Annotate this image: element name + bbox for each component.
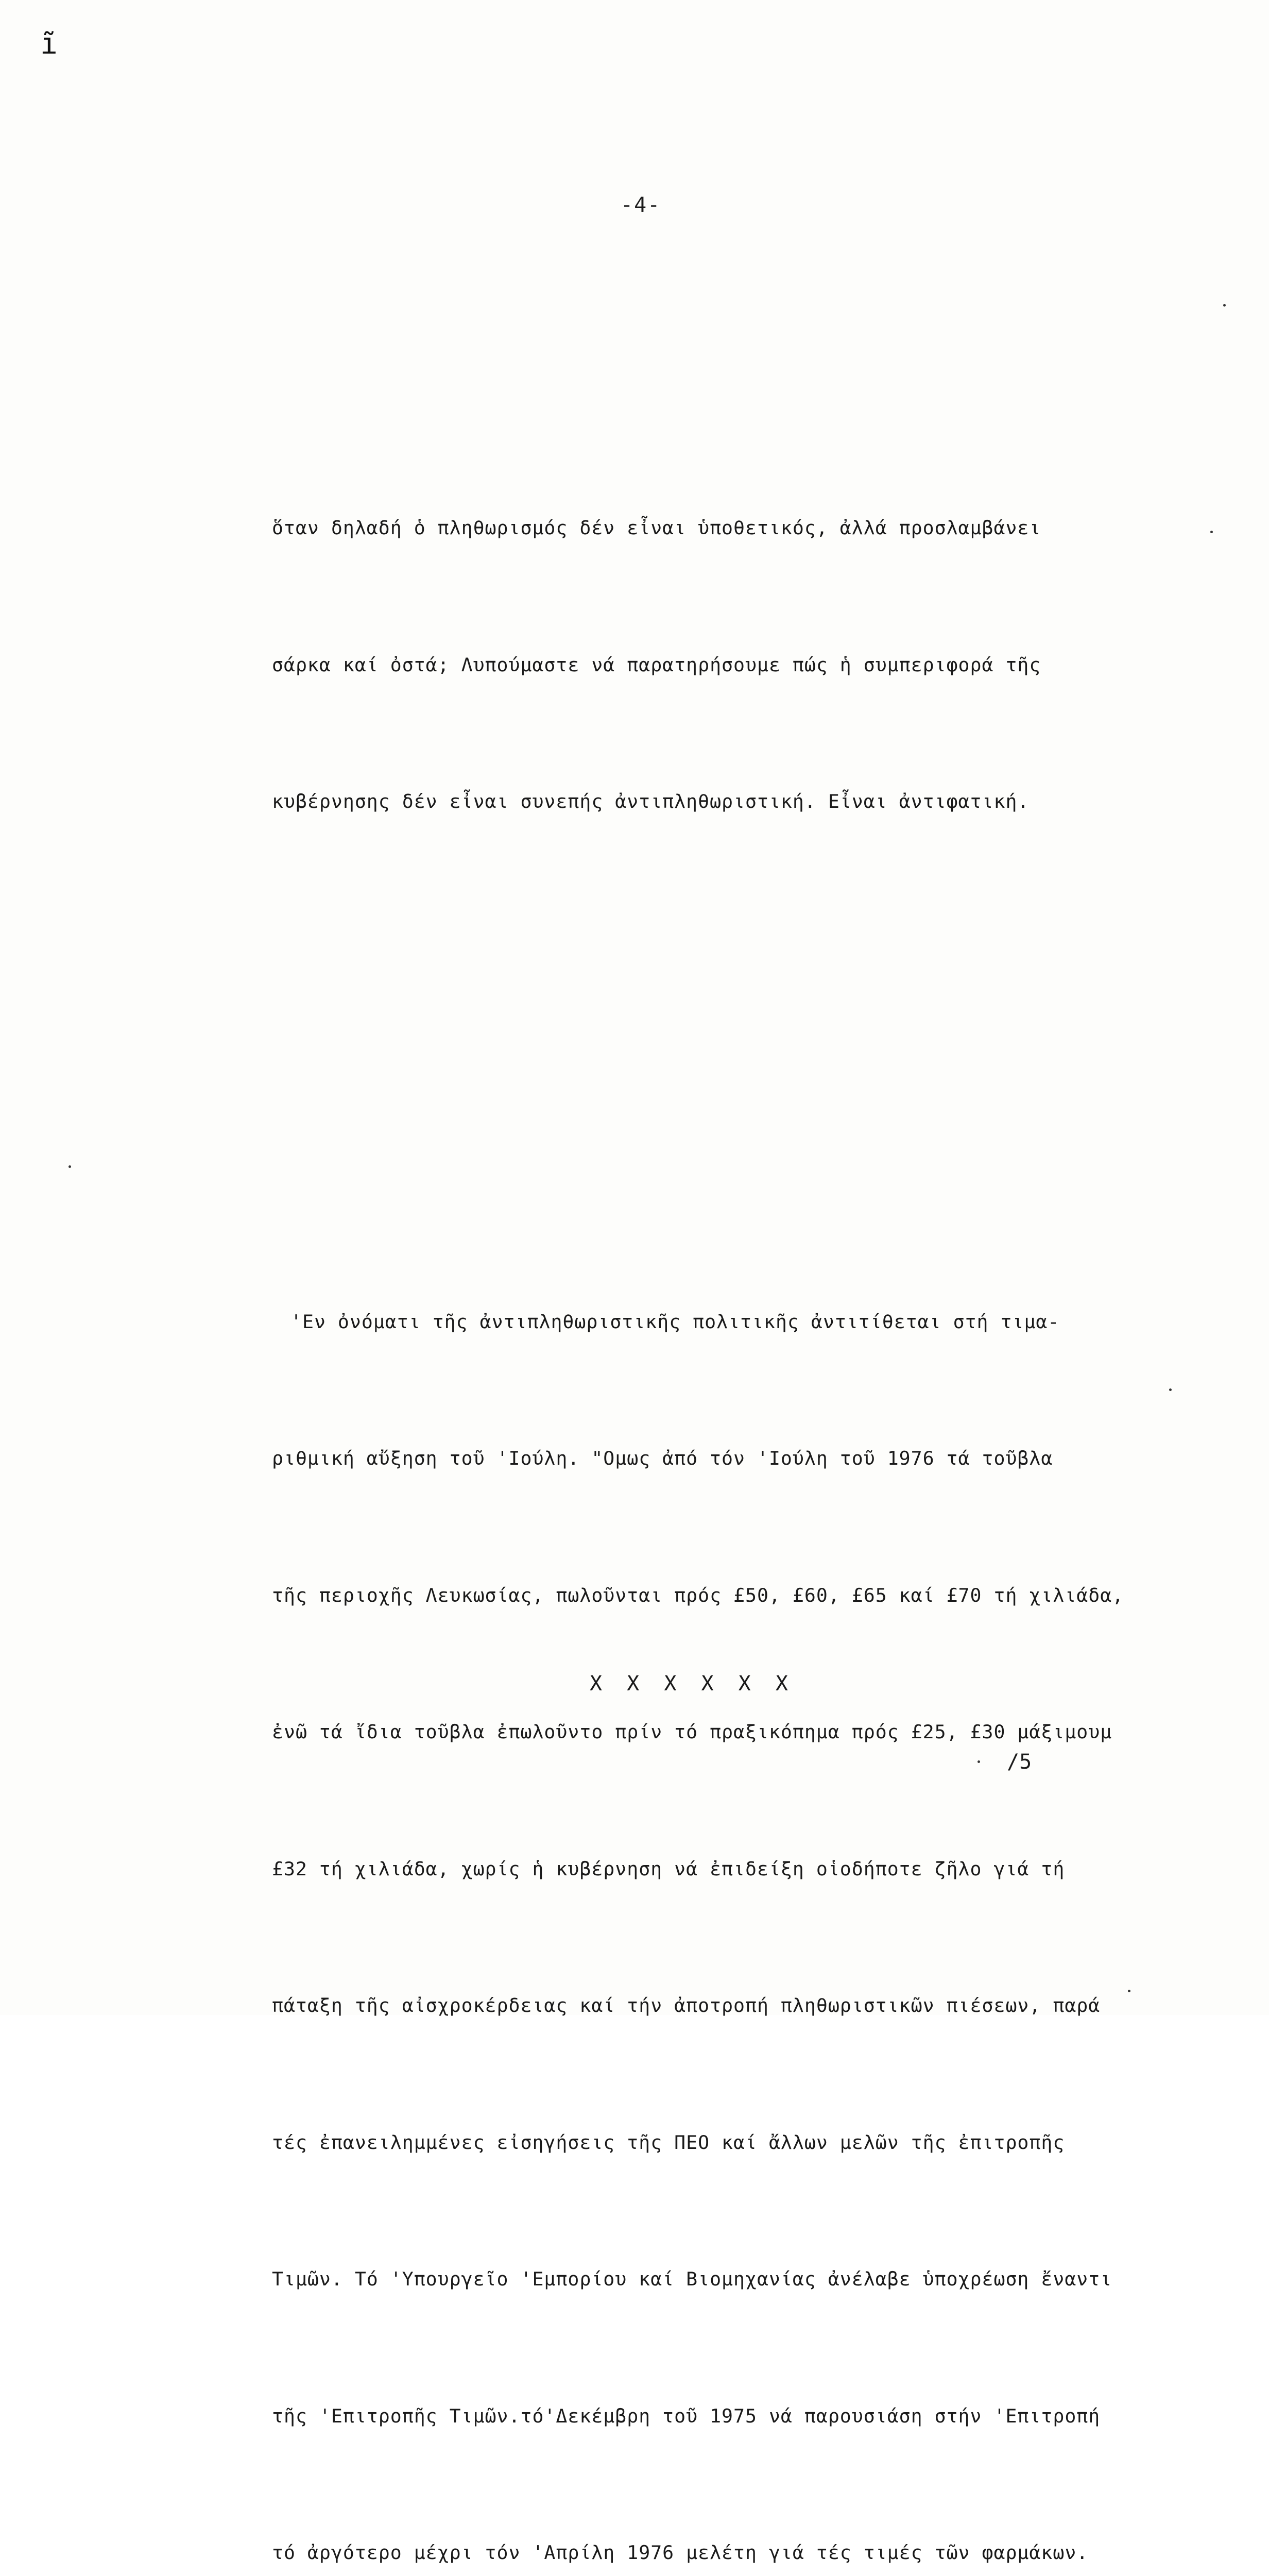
scan-speck (1210, 531, 1213, 533)
text-line: ὅταν δηλαδή ὁ πληθωρισμός δέν εἶναι ὑποθετικός, ἀλλά προσλαμβάνει (272, 505, 1220, 551)
page-number: -4- (621, 193, 661, 217)
text-line: τῆς 'Επιτροπῆς Τιμῶν.τό'Δεκέμβρη τοῦ 1975 νά παρουσιάση στήν 'Επιτροπή (272, 2394, 1220, 2439)
scan-speck (978, 1760, 980, 1763)
paragraph-1 (272, 414, 1220, 916)
text-line: τό ἀργότερο μέχρι τόν 'Απρίλη 1976 μελέτη γιά τές τιμές τῶν φαρμάκων. (272, 2530, 1220, 2576)
scan-speck (1128, 1990, 1130, 1992)
text-line: κυβέρνησης δέν εἶναι συνεπής ἀντιπληθωριστική. Εἶναι ἀντιφατική. (272, 779, 1220, 825)
text-line: Τιμῶν. Τό 'Υπουργεῖο 'Εμπορίου καί Βιομηχανίας ἀνέλαβε ὑποχρέωση ἔναντι (272, 2257, 1220, 2302)
text-line: τές ἐπανειλημμένες εἰσηγήσεις τῆς ΠΕΟ καί ἄλλων μελῶν τῆς ἐπιτροπῆς (272, 2120, 1220, 2166)
paragraph-2 (272, 1208, 1220, 2576)
corner-handwritten-mark: ĩ (40, 30, 58, 59)
document-body (272, 232, 1220, 2576)
text-line: ριθμική αὔξηση τοῦ 'Ιούλη. "Ομως ἀπό τόν 'Ιούλη τοῦ 1976 τά τοῦβλα (272, 1436, 1220, 1482)
text-line: 'Εν ὀνόματι τῆς ἀντιπληθωριστικῆς πολιτικῆς ἀντιτίθεται στή τιμα- (272, 1299, 1220, 1345)
scan-speck (68, 1165, 71, 1168)
text-line: £32 τή χιλιάδα, χωρίς ἡ κυβέρνηση νά ἐπιδείξη οἱοδήποτε ζῆλο γιά τή (272, 1846, 1220, 1892)
text-line: ἐνῶ τά ἴδια τοῦβλα ἐπωλοῦντο πρίν τό πραξικόπημα πρός £25, £30 μάξιμουμ (272, 1709, 1220, 1755)
text-line: τῆς περιοχῆς Λευκωσίας, πωλοῦνται πρός £50, £60, £65 καί £70 τή χιλιάδα, (272, 1573, 1220, 1619)
next-page-indicator: /5 (1007, 1750, 1032, 1774)
text-line: σάρκα καί ὀστά; Λυπούμαστε νά παρατηρήσουμε πώς ἡ συμπεριφορά τῆς (272, 642, 1220, 688)
scan-speck (1169, 1388, 1172, 1391)
text-line: πάταξη τῆς αἰσχροκέρδειας καί τήν ἀποτροπή πληθωριστικῶν πιέσεων, παρά (272, 1983, 1220, 2029)
scan-speck (1223, 304, 1226, 307)
section-separator: X X X X X X (590, 1672, 794, 1696)
